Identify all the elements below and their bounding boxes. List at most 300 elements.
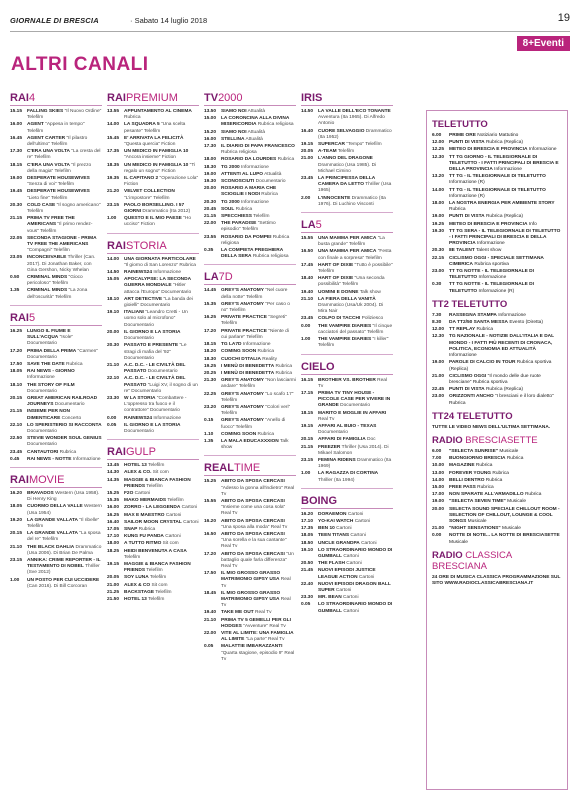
program-info [221,571,296,590]
program-row [301,568,393,580]
program-info [449,222,562,228]
channel-suffix: 5 [315,219,322,232]
program-row [107,470,199,476]
program-time: 17.10 [301,518,314,524]
program-info [221,378,296,390]
program-row [301,249,393,261]
channel-header [301,92,393,106]
program-title: UNA MAMMA PER AMICA [318,236,377,242]
program-time: 20.25 [204,370,217,376]
program-row [301,391,393,410]
program-row [301,156,393,175]
program-row [204,248,296,260]
program-info [318,378,393,390]
program-info [221,165,296,171]
program-desc: Rubrica religiosa [221,150,257,156]
program-title: FREE PASS [449,484,476,490]
program-title: STEVIE WONDER SOUL GENIUS [27,436,102,442]
program-time: 13.00 [432,470,445,476]
program-time: 19.00 [10,176,23,182]
program-row [432,320,562,326]
program-time: 20.15 [301,437,314,443]
program-row [204,130,296,136]
program-title: SOY LUNA [124,575,149,581]
channel-name: RADIO [432,549,463,561]
program-title: LA SQUADRA 5 [124,122,160,128]
program-desc: Informazione [27,375,55,381]
program-info [318,411,393,423]
program-info [221,532,296,551]
program-desc: "Isole" Documentario [27,335,74,347]
channel-header [10,312,102,326]
program-row [301,337,393,349]
program-desc: Real Tv [221,597,291,609]
program-info [221,644,296,663]
program-row [432,214,562,220]
program-desc: Cartoni [334,587,352,593]
program-title: CICLISMO OGGI [449,373,487,379]
program-desc: "Settimo episodio" Telefilm [221,221,276,233]
program-title: CRIMINAL MINDS [27,288,68,294]
program-time: 21.45 [301,568,314,574]
program-title: AFFARI DI FAMIGLIA [318,437,366,443]
program-row [432,334,562,359]
issue-date: · Sabato 14 luglio 2018 [130,16,208,25]
program-time: 16.00 [107,505,120,511]
program-desc: Rubrica religiosa [221,234,290,246]
program-row [204,631,296,643]
program-info [221,130,296,136]
program-row [204,288,296,300]
program-info [27,176,102,188]
program-desc: "I bresciani e il loro dialetto" Rubrica [449,394,554,406]
program-time: 20.30 [10,202,23,208]
program-desc: "Lieto fine" Telefilm [27,195,68,201]
program-title: IL DIARIO DI PAPA FRANCESCO [221,144,295,150]
program-row [204,364,296,370]
program-time: 21.00 [301,156,314,162]
program-desc: Cartoni [341,608,359,614]
program-time: 17.50 [204,571,217,577]
program-title: FEMINA RIDENS [318,457,356,463]
program-time: 16.00 [10,122,23,128]
program-info [318,297,393,316]
program-desc: Drammatico (Ita 1952) [318,128,392,140]
program-title: INSIEME PER NON DIMENTICARE [27,409,70,421]
program-desc: Sit com [151,470,169,476]
local-channels-box [426,110,568,790]
program-time: 18.25 [107,548,120,554]
program-info [27,362,102,368]
program-time: 14.00 [107,256,120,262]
program-time: 18.00 [432,201,445,207]
program-info [124,498,199,504]
program-row [204,378,296,390]
program-info [27,349,102,361]
program-time: 21.10 [204,617,217,623]
program-info [318,424,393,436]
program-row [432,147,562,153]
program-title: QUESTO E IL MIO PAESE [124,216,182,222]
program-time: 14.50 [107,270,120,276]
program-row [107,597,199,603]
program-row [107,534,199,540]
program-desc: Telefilm [146,463,165,469]
program-title: BROTHER VS. BROTHER [318,377,376,383]
program-row [301,533,393,539]
program-row [432,374,562,386]
program-time: 0.05 [301,602,311,608]
program-desc: "Un battaglio quale farla differenza" Real Tv [221,551,294,569]
program-title: UNA MAMMA PER AMICA [318,249,377,255]
program-desc: "Tutto è possibile" Telefilm [318,262,393,275]
program-info [221,179,296,185]
program-info [124,491,199,497]
program-row [107,270,199,276]
program-info [449,394,562,406]
program-info [318,445,393,457]
program-row [432,526,562,532]
program-row [10,163,102,175]
program-row [204,349,296,355]
program-row [107,216,199,228]
program-desc: Cartoni [359,540,377,546]
program-title: LA GRANDE VALLATA [27,531,78,537]
program-time: 0.00 [107,415,117,421]
program-time: 1.00 [301,337,311,343]
program-info [221,519,296,531]
program-info [449,327,562,333]
program-info [124,376,199,395]
program-time: 19.30 [432,228,445,234]
program-time: 23.20 [204,404,217,410]
program-title: ALEX & CO [124,582,151,588]
program-desc: Informazione [239,199,269,205]
program-title: THE PARADISE [221,221,257,227]
program-time: 14.30 [107,470,120,476]
program-time: 16.20 [10,490,23,496]
program-desc: Talk show [221,438,289,451]
program-desc: Cartoni [180,505,198,511]
program-desc: "Il primo rendez-vous" Telefilm [27,222,93,234]
program-row [204,221,296,233]
program-desc: "Le stragi di mafia del '92" Documentario [124,343,187,361]
program-desc: "Lo scafo 17" Telefilm [221,391,294,403]
program-row [301,263,393,275]
program-desc: Documentario [124,336,154,342]
program-desc: Rubrica (Replica) [484,214,524,220]
program-desc: Rubrica [484,477,503,483]
channel-note: TUTTE LE VIDEO NEWS DELL'ULTIMA SETTIMANA. [432,424,551,430]
program-time: 17.10 [107,534,120,540]
program-info [27,518,102,530]
program-info [449,229,562,248]
program-time: 15.00 [204,116,217,122]
program-desc: Documentario [27,428,57,434]
program-info [449,320,562,326]
program-title: TEEN TITANS [318,533,350,539]
program-title: ORIZZONTI ANCHO [449,394,494,400]
program-info [124,597,199,603]
program-info [449,248,562,254]
program-desc: "Hitler attacca l'Europa" Documentario [124,283,192,295]
program-title: HOTEL 13 [124,463,147,469]
program-info [27,109,102,121]
program-row [107,423,199,435]
program-time: 1.00 [10,577,20,583]
channel-header [432,435,562,446]
program-desc: (Can 2016). Di Bill Corcoran [27,583,87,589]
program-title: PRIMA DELLA PRIMA [27,348,77,354]
program-title: ROSARIO DA LOURDES [221,157,277,163]
program-desc: Doc [365,437,376,443]
program-desc: Rubrica [256,349,275,355]
program-row [301,236,393,248]
program-row [432,269,562,281]
program-desc: Cartoni [163,534,181,540]
program-desc: Informazione (R) [477,288,515,294]
program-info [449,449,562,455]
program-time: 20.00 [204,186,217,192]
program-time: 18.30 [204,164,217,170]
program-desc: Informazione [71,456,101,462]
program-row [107,498,199,504]
program-row [301,316,393,322]
program-row [107,330,199,342]
program-time: 15.55 [204,498,217,504]
program-desc: Drammatico (Ita 1969) [318,457,392,470]
program-time: 18.00 [204,157,217,163]
program-desc: Drammatico (Usa 1985). Di Michael Cimino [318,162,377,174]
program-info [221,248,296,260]
channel-header [301,361,393,375]
program-info [318,337,393,349]
program-time: 15.55 [301,236,314,242]
program-time: 0.30 [432,282,442,288]
program-row [204,144,296,156]
program-time: 22.25 [204,391,217,397]
page-number: 19 [557,12,570,24]
program-row [204,552,296,571]
program-info [124,297,199,309]
program-title: PUNTI DI VISTA [449,387,485,393]
program-title: F2O [124,490,134,496]
program-time: 17.05 [107,526,120,532]
channel-suffix: 2000 [218,92,243,104]
program-desc: Informazione [239,164,269,170]
program-desc: Documentario [124,428,154,434]
program-title: MAGGIE & BIANCA FASHION FRIENDS [124,561,191,574]
program-info [27,436,102,448]
program-time: 0.00 [432,533,442,539]
program-title: SECONDA STAGIONE - PRIMA TV FREE THE AMERICANS [27,235,97,248]
program-row [10,176,102,188]
program-desc: "Il mondo delle due ruote bresciane" Rubrica sportiva [449,373,541,385]
program-title: VELVET COLLECTION [124,189,175,195]
program-title: RAINEWS24 [124,415,152,421]
program-time: 18.15 [204,342,217,348]
program-desc: Real Tv [221,577,291,589]
program-desc: Rubrica (Replica) [484,387,524,393]
channel-name: RAI [10,473,29,486]
program-info [449,147,562,153]
program-desc: Rubrica [505,456,524,462]
program-title: NUOVI EPISODI DRAGON BALL SUPER [318,581,391,593]
program-info [221,315,296,327]
program-info [449,478,562,484]
program-row [107,277,199,296]
program-time: 1.00 [107,216,117,222]
program-title: COLD CASE [27,202,56,208]
program-info [449,334,562,359]
program-row [204,371,296,377]
program-title: PAROLE DI CALCIO IN TOUR [449,360,516,366]
program-time: 19.40 [301,289,314,295]
program-info [221,137,296,143]
program-time: 16.25 [107,512,120,518]
program-title: STELLINA [221,136,245,142]
program-title: GREY'S ANATOMY [221,418,264,424]
program-info [221,405,296,417]
program-row [301,129,393,141]
program-desc: Avventura (Ita 1965). Di Alfredo Antonio [318,115,385,127]
program-title: HART OF DIXIE [318,276,354,282]
channel-name: LA [301,219,316,232]
program-info [124,527,199,533]
schedule-column [107,86,199,604]
program-row [301,276,393,288]
program-desc: "Leandro Cretti - Un uomo solo al microfono" Documentario [124,310,188,328]
program-row [301,582,393,594]
program-time: 0.50 [10,275,20,281]
channel-name: RAI [107,239,126,252]
program-title: TT TG GIORNO - IL TELEGIORNALE DI TELETUTTO - I FATTI PRINCIPALI DI BRESCIA E DELLA PROVINCIA [449,154,559,173]
program-info [124,534,199,540]
program-row [10,216,102,235]
program-title: LUNGO IL FIUME E SULL'ACQUA [27,328,71,341]
program-title: W LA STORIA [124,395,156,401]
program-desc: Reality [260,356,277,362]
program-title: GREY'S ANATOMY [221,301,264,307]
program-info [221,144,296,156]
program-row [107,189,199,201]
program-time: 0.05 [204,644,214,650]
program-info [318,391,393,410]
program-desc: Real Tv [318,377,388,389]
program-title: LA PRINCIPESSA DELLA CAMERA DA LETTO [318,176,376,188]
program-desc: "Segreti" Telefilm [221,315,287,327]
program-title: GREY'S ANATOMY [221,378,264,384]
program-title: A-TEAM [318,149,337,155]
program-row [204,200,296,206]
channel-suffix: 7D [218,271,233,284]
program-time: 21.50 [107,597,120,602]
program-title: PRIVATE PRACTICE [221,315,267,321]
program-time: 21.00 [432,526,445,532]
program-desc: Cartoni [349,533,366,539]
program-row [107,203,199,215]
program-time: 0.45 [10,456,20,462]
program-desc: Telefilm [145,483,163,489]
program-desc: Rubrica [523,492,542,498]
program-info [221,610,296,616]
program-time: 0.05 [107,422,117,428]
program-time: 18.20 [204,349,217,355]
program-time: 23.15 [301,457,314,463]
program-time: 16.15 [301,377,314,383]
program-time: 15.25 [204,479,217,485]
program-row [204,532,296,551]
program-row [204,342,296,348]
program-desc: Rubrica [274,363,293,369]
program-info [124,257,199,269]
program-info [318,526,393,532]
channel-header [107,92,199,106]
program-desc: Rubrica [475,484,494,490]
program-info [449,492,562,498]
program-info [221,329,296,341]
program-desc: "Il cinque cacciatori del passato" Telefilm [318,323,393,335]
program-time: 6.00 [432,448,442,454]
program-desc: Talent show [474,248,502,254]
program-info [449,533,562,545]
program-row [10,423,102,435]
program-row [301,519,393,525]
program-row [301,445,393,457]
program-info [221,371,296,377]
program-info [27,275,102,287]
program-time: 17.20 [204,328,217,334]
program-title: CUOCHI D'ITALIA [221,356,261,362]
program-title: MAGAZINE [449,463,475,469]
program-desc: Rubrica [137,526,156,532]
program-title: LA RAGAZZA DI CORTINA [318,471,379,477]
program-title: BELLI DENTRO [449,477,485,483]
program-info [124,330,199,342]
program-time: 17.20 [10,348,23,354]
program-title: GREY'S ANATOMY [221,404,264,410]
program-time: 7.00 [432,456,442,462]
program-row [107,505,199,511]
program-row [301,142,393,148]
program-desc: "Una scelta pesante" Telefilm [124,122,186,134]
program-info [27,545,102,557]
program-desc: "Il giorno di San Lorenzo" Rubrica [124,262,196,268]
program-title: TT TG - IL TELEGIORNALE DI TELETUTTO [449,187,546,193]
program-title: PRIMA TV TINY HOUSE - PICCOLE CASE PER VIVERE IN GRANDE [318,390,391,409]
program-desc: "Quarta stagione, episodio 9" Real Tv [221,650,295,662]
program-time: 22.00 [204,221,217,227]
program-title: COLPO DI TACCHI [318,316,361,322]
program-info [449,155,562,174]
program-row [10,457,102,463]
program-info [318,142,393,148]
program-title: ITALIANI [124,310,144,316]
program-title: C'ERA UNA VOLTA [27,162,70,168]
program-desc: "La busta grande" Telefilm [318,236,385,248]
program-title: TT TG SERA - IL TELEGIORNALE DI TELETUTTO - I FATTI PRINCIPALI DI BRESCIA E DELLA PROVINCIA [449,228,561,247]
program-info [124,270,199,276]
channel-suffix: PREMIUM [125,92,178,104]
program-title: ZORRO - LA LEGGENDA [124,505,181,511]
program-desc: "Anello di fuoco" Telefilm [221,418,286,430]
program-row [107,549,199,561]
divider [10,305,102,306]
program-row [204,610,296,616]
program-time: 13.55 [107,109,120,114]
program-title: UN POSTO PER CUI UCCIDERE [27,577,100,583]
program-desc: Documentario [338,403,370,409]
